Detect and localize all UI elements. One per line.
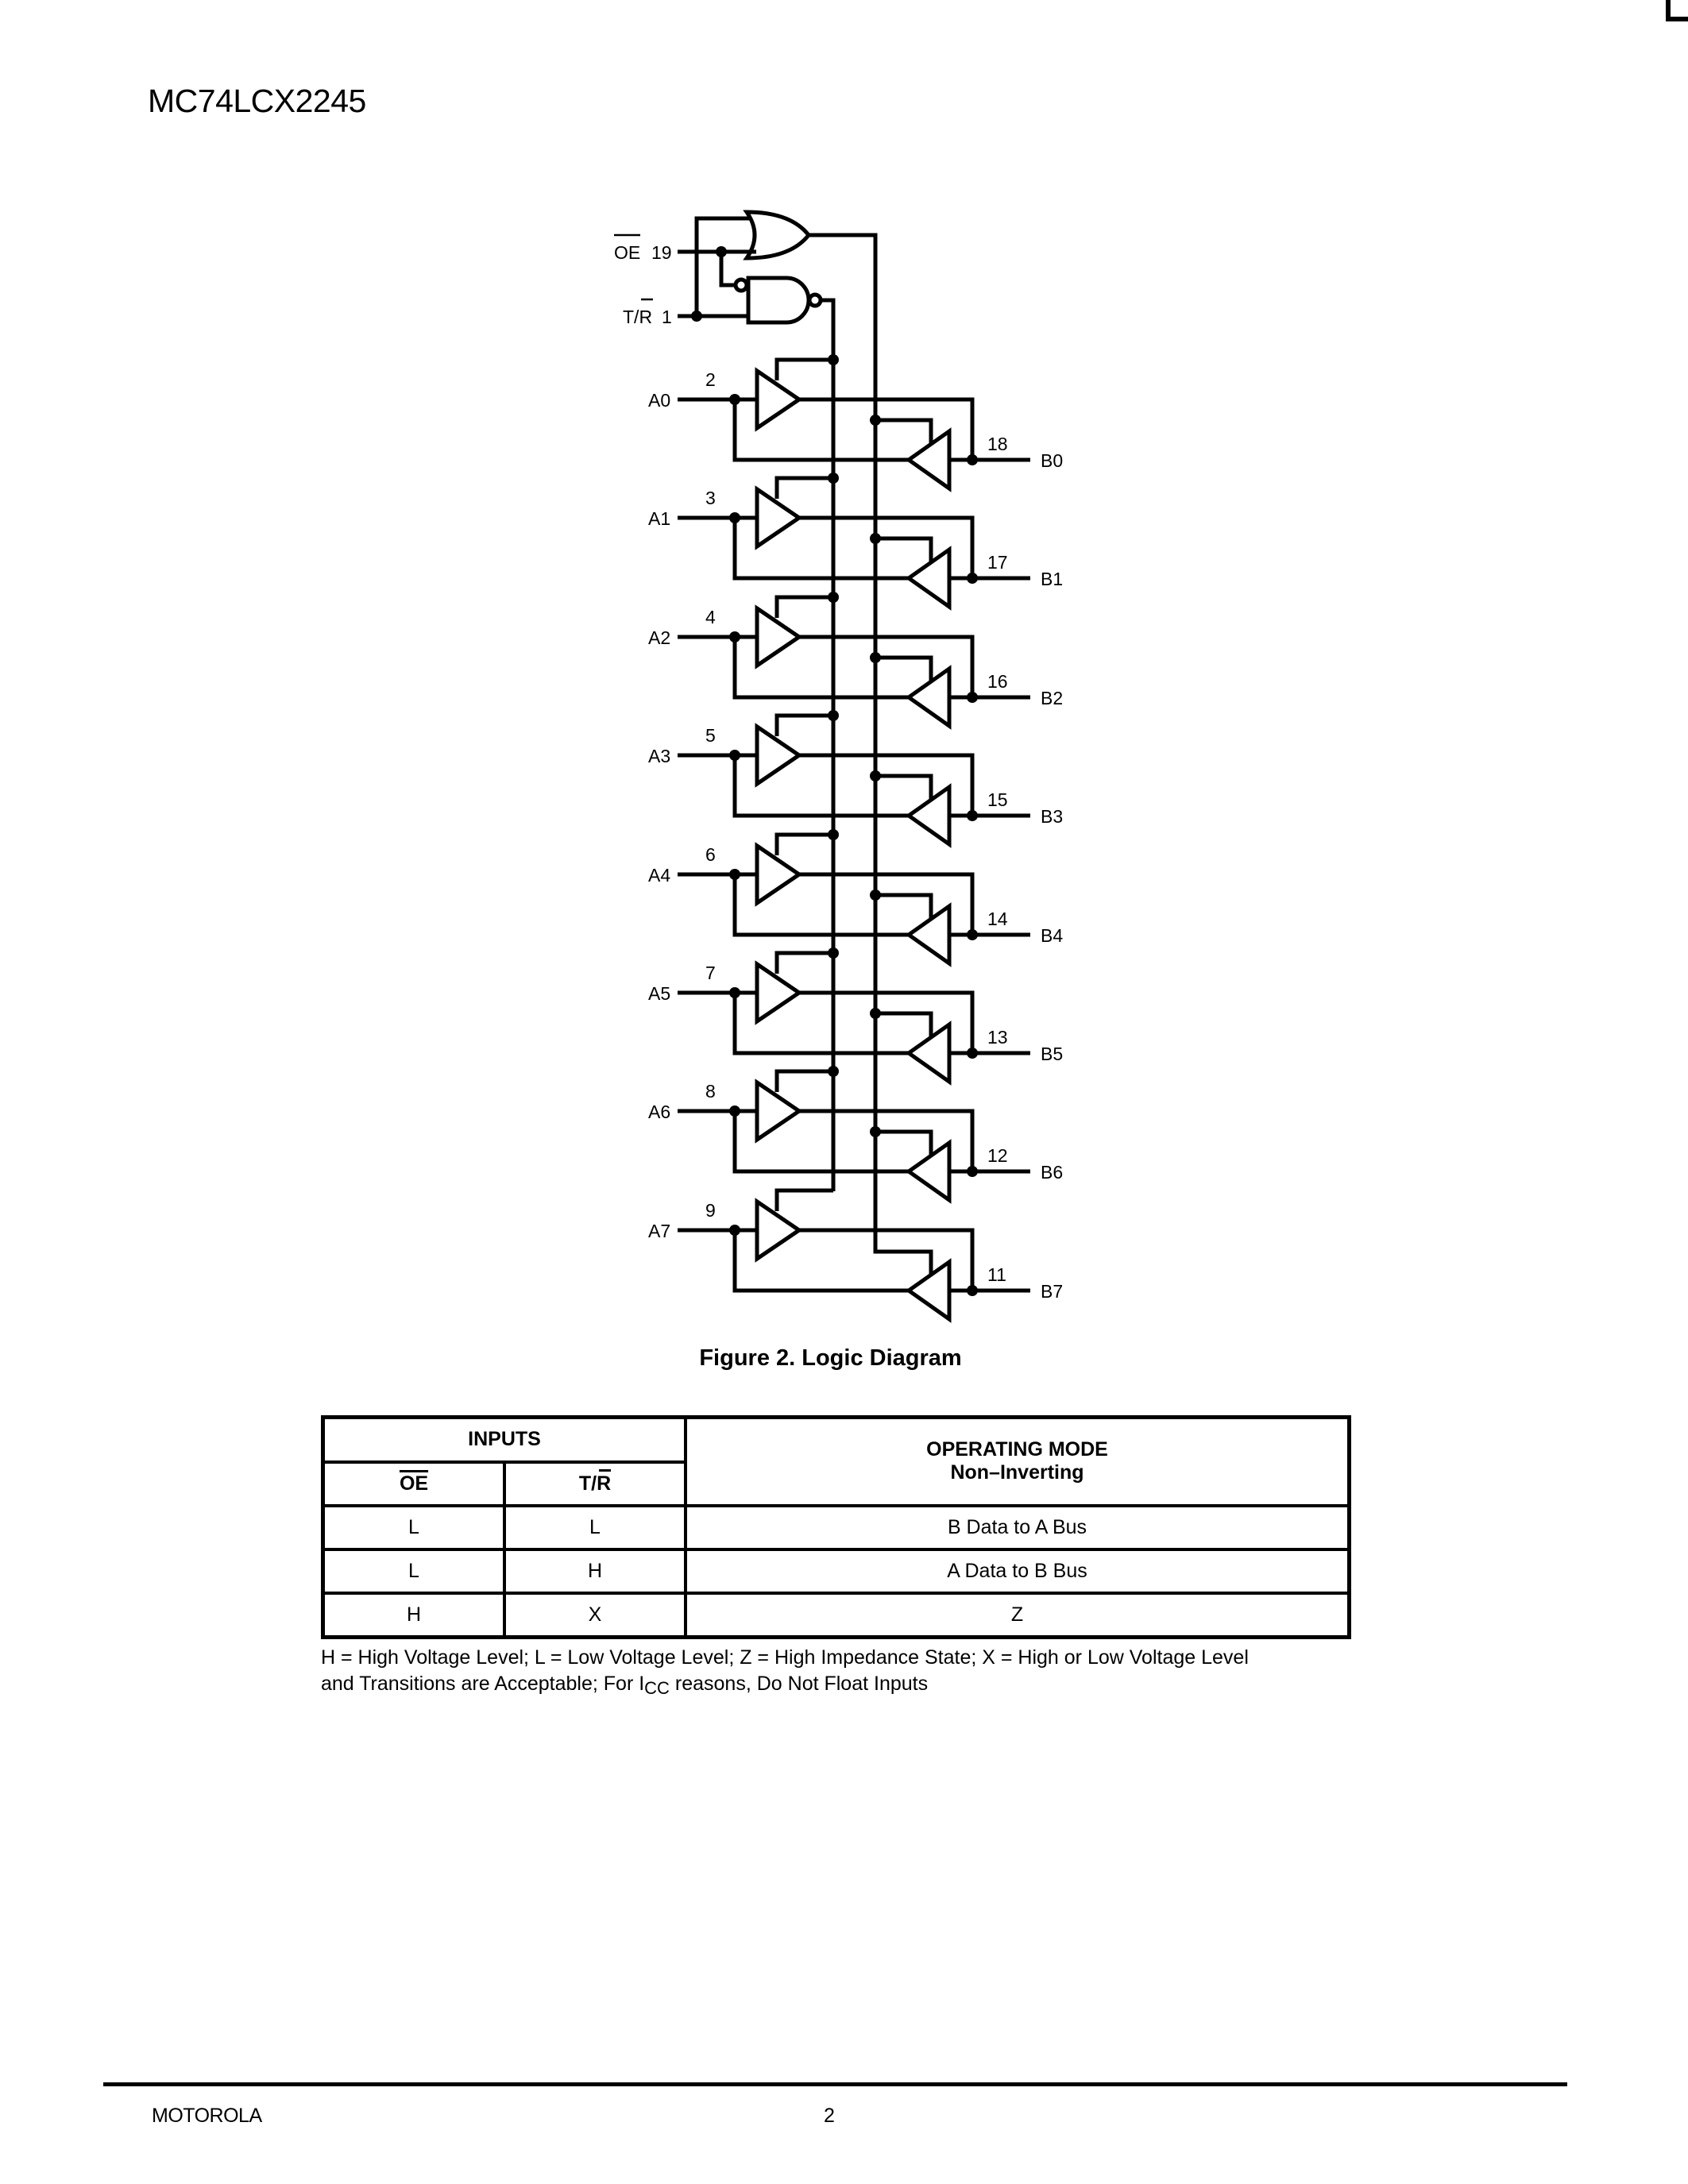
junction-dot [870,533,881,544]
a-pin-number: 6 [705,844,716,865]
junction-dot [729,1225,740,1236]
b-port-label: B3 [1041,806,1064,827]
table-footnote [321,1645,1369,1701]
a-port-label: A6 [648,1102,671,1122]
stage-a6 [648,1066,1063,1200]
oe-cell: L [323,1549,505,1593]
tr-cell: H [504,1549,686,1593]
junction-dot [870,770,881,781]
junction-dot [870,652,881,663]
a-pin-number: 4 [705,607,716,627]
b-port-label: B6 [1041,1162,1064,1183]
junction-dot [870,1008,881,1019]
junction-dot [870,1126,881,1137]
b-pin-number: 11 [987,1264,1006,1285]
oe-column-header: $\overline{OE}$ [323,1462,505,1506]
b-pin-number: 15 [987,789,1008,810]
junction-dot [729,394,740,405]
tr-cell: X [504,1593,686,1638]
junction-dot [729,750,740,761]
figure-caption: Figure 2. Logic Diagram [699,1345,962,1371]
a-pin-number: 8 [705,1081,716,1102]
junction-dot [967,1048,978,1059]
table-row [323,1549,1350,1593]
mode-cell: B Data to A Bus [686,1506,1350,1549]
junction-dot [729,512,740,523]
junction-dot [870,415,881,426]
b-pin-number: 17 [987,552,1008,573]
b-pin-number: 18 [987,434,1008,454]
table-row [323,1593,1350,1638]
oe-cell: L [323,1506,505,1549]
junction-dot [716,246,727,257]
stage-a0 [648,354,1063,488]
a-port-label: A4 [648,865,671,886]
tr-pin: 1 [662,307,672,327]
junction-dot [729,631,740,642]
oe-label: OE [614,242,641,263]
a-pin-number: 2 [705,369,716,390]
a-port-label: A1 [648,508,671,529]
stage-a3 [648,710,1063,844]
a-pin-number: 7 [705,963,716,983]
junction-dot [729,1106,740,1117]
mode-cell: Z [686,1593,1350,1638]
operating-mode-header: OPERATING MODE Non–Inverting [686,1418,1350,1506]
junction-dot [828,473,839,484]
b-port-label: B2 [1041,688,1064,708]
a-port-label: A5 [648,983,671,1004]
junction-dot [967,1166,978,1177]
a-port-label: A7 [648,1221,671,1241]
b-port-label: B5 [1041,1044,1064,1064]
footer-brand: MOTOROLA [152,2105,262,2127]
junction-dot [828,1066,839,1077]
junction-dot [967,929,978,940]
tr-label: T/R [623,307,653,327]
a-pin-number: 9 [705,1200,716,1221]
a-port-label: A3 [648,746,671,766]
oe-pin: 19 [651,242,672,263]
junction-dot [967,692,978,703]
stage-a7 [648,1190,1063,1319]
tr-column-header: T/R [504,1462,686,1506]
junction-dot [828,354,839,365]
a-port-label: A0 [648,390,671,411]
junction-dot [828,829,839,840]
a-pin-number: 3 [705,488,716,508]
junction-dot [870,889,881,901]
b-pin-number: 14 [987,909,1008,929]
footnote-line-2: and Transitions are Acceptable; For $I_{CC}$ reasons, Do Not Float Inputs [321,1673,929,1698]
function-table [321,1415,1351,1639]
transceiver-stages [648,354,1063,1319]
junction-dot [828,947,839,959]
junction-dot [828,592,839,603]
junction-dot [828,710,839,721]
junction-dot [729,987,740,998]
junction-dot [729,869,740,880]
junction-dot [967,573,978,584]
mode-cell: A Data to B Bus [686,1549,1350,1593]
stage-a2 [648,592,1063,726]
b-port-label: B0 [1041,450,1064,471]
table-row [323,1506,1350,1549]
tr-cell: L [504,1506,686,1549]
junction-dot [967,454,978,465]
inputs-header: INPUTS [323,1418,686,1462]
junction-dot [967,1285,978,1296]
stage-a5 [648,947,1063,1082]
stage-a4 [648,829,1063,963]
b-pin-number: 12 [987,1145,1008,1166]
footer-rule [103,2082,1567,2086]
junction-dot [691,311,702,322]
b-port-label: B1 [1041,569,1064,589]
b-pin-number: 16 [987,671,1008,692]
stage-a1 [648,473,1063,607]
nand-gate-icon [748,278,809,322]
a-pin-number: 5 [705,725,716,746]
a-port-label: A2 [648,627,671,648]
document-title: MC74LCX2245 [148,83,366,119]
oe-cell: H [323,1593,505,1638]
b-port-label: B7 [1041,1281,1064,1302]
footnote-line-1: H = High Voltage Level; L = Low Voltage Level; Z = High Impedance State; X = High or Low Voltage Level [321,1646,1249,1669]
junction-dot [967,810,978,821]
b-pin-number: 13 [987,1027,1008,1048]
b-port-label: B4 [1041,925,1064,946]
page-number: 2 [824,2105,835,2127]
